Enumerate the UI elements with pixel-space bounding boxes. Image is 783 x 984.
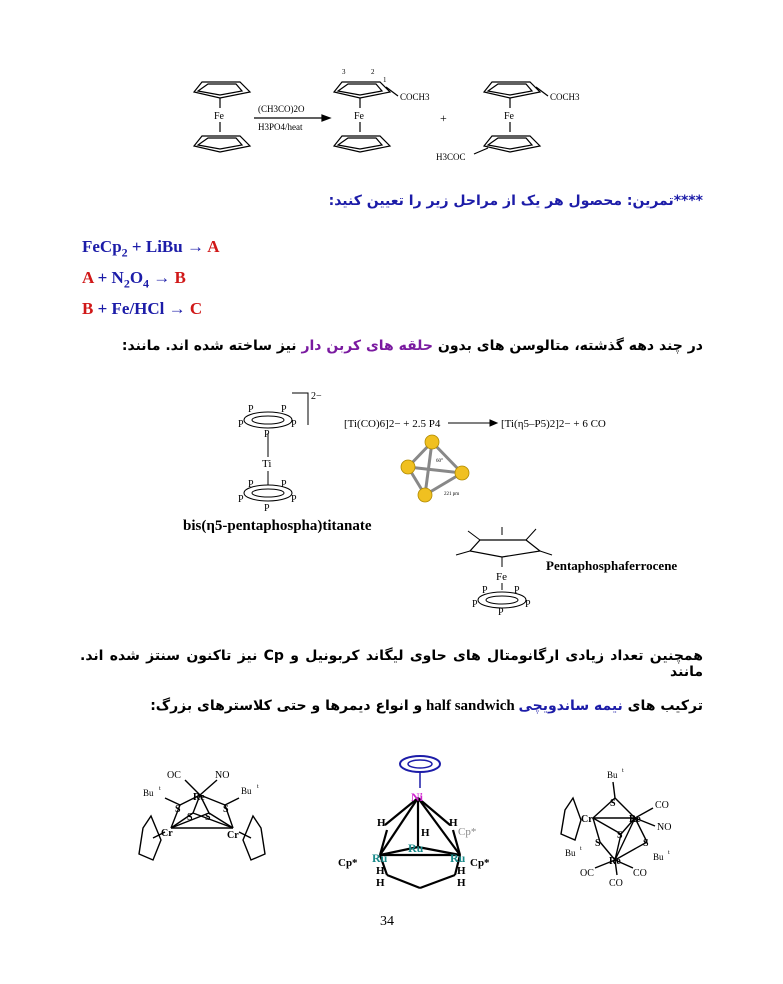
svg-text:P: P (472, 599, 478, 610)
fe-label-3: Fe (504, 111, 514, 122)
svg-text:P: P (264, 503, 270, 514)
svg-text:t: t (668, 850, 670, 856)
svg-text:P: P (482, 585, 488, 596)
reagent-bottom: H3PO4/heat (258, 122, 303, 132)
reagent-top: (CH3CO)2O (258, 104, 305, 114)
pentaphosphaferrocene-label: Pentaphosphaferrocene (546, 558, 678, 573)
svg-text:Ru: Ru (408, 841, 424, 855)
titanate-caption: bis(η5-pentaphospha)titanate (183, 518, 372, 534)
svg-text:H: H (457, 865, 466, 877)
svg-text:P: P (281, 479, 287, 490)
bond-length-label: 221 pm (444, 492, 460, 497)
svg-text:Re: Re (609, 856, 621, 867)
svg-text:H: H (376, 865, 385, 877)
pentaphospha-figure (180, 385, 710, 625)
cluster-structures (125, 750, 695, 890)
charge-label: 2− (311, 391, 322, 402)
svg-text:P: P (291, 494, 297, 505)
acetyl-group-2: COCH3 (550, 92, 580, 102)
svg-text:t: t (159, 786, 161, 792)
svg-text:Bu: Bu (653, 852, 664, 862)
svg-text:P: P (498, 607, 504, 618)
svg-text:CO: CO (655, 800, 669, 811)
svg-text:t: t (257, 784, 259, 790)
acetyl-group-1: COCH3 (400, 92, 430, 102)
svg-text:P: P (525, 599, 531, 610)
svg-text:S: S (205, 812, 211, 823)
svg-text:P: P (248, 479, 254, 490)
ti-label: Ti (262, 458, 272, 470)
svg-text:H: H (421, 827, 430, 839)
exercise-stars: **** (673, 193, 703, 209)
svg-text:P: P (281, 404, 287, 415)
svg-text:OC: OC (167, 770, 181, 781)
acetyl-group-3: H3COC (436, 152, 466, 162)
position-1: 1 (383, 76, 387, 84)
svg-text:P: P (248, 404, 254, 415)
svg-text:t: t (622, 768, 624, 774)
svg-text:Cp*: Cp* (470, 857, 490, 869)
fe-label-ferrocene: Fe (496, 571, 507, 583)
svg-text:H: H (457, 877, 466, 889)
svg-text:Bu: Bu (607, 770, 618, 780)
svg-text:S: S (223, 804, 229, 815)
svg-text:CO: CO (633, 868, 647, 879)
svg-text:H: H (376, 877, 385, 889)
equation-3: B + Fe/HCl → C (82, 299, 203, 318)
page-number: 34 (380, 914, 394, 929)
svg-text:Re: Re (193, 792, 205, 803)
fe-label-2: Fe (354, 111, 364, 122)
svg-text:Bu: Bu (241, 786, 252, 796)
svg-text:S: S (643, 838, 649, 849)
svg-text:H: H (377, 817, 386, 829)
svg-text:Ru: Ru (372, 851, 388, 865)
ferrocene-acetylation-scheme (190, 60, 590, 170)
svg-text:P: P (264, 429, 270, 440)
fe-label-1: Fe (214, 111, 224, 122)
svg-text:S: S (617, 830, 623, 841)
svg-text:P: P (291, 419, 297, 430)
plus-sign: + (440, 111, 447, 125)
svg-text:S: S (175, 804, 181, 815)
svg-text:Cr: Cr (227, 830, 239, 841)
svg-text:Bu: Bu (565, 848, 576, 858)
svg-text:OC: OC (580, 868, 594, 879)
equation-2: $A + N_2O_4 \to B$ (82, 268, 186, 291)
highlight-half-sandwich: نیمه ساندویچی (518, 698, 623, 714)
svg-text:CO: CO (609, 878, 623, 889)
svg-text:P: P (238, 494, 244, 505)
svg-text:S: S (610, 798, 616, 809)
svg-text:Cp*: Cp* (458, 826, 477, 838)
equation-1: FeCp$_2$ + LiBu → A (82, 237, 220, 260)
svg-text:t: t (580, 846, 582, 852)
paragraph-carbonyl: همچنین تعداد زیادی ارگانومتال های حاوی لیگاند کربونیل و Cp نیز تاکنون سنتز شده اند. مانند (80, 648, 703, 680)
svg-text:Ru: Ru (450, 851, 466, 865)
paragraph-half-sandwich: ترکیب های نیمه ساندویچی half sandwich و انواع دیمرها و حتی کلاسترهای بزرگ: (150, 698, 703, 714)
svg-text:Cp*: Cp* (338, 857, 358, 869)
angle-label: 60° (436, 459, 443, 464)
svg-text:Bu: Bu (143, 788, 154, 798)
reaction-left: [Ti(CO)6]2− + 2.5 P4 (344, 418, 441, 430)
exercise-text: تمرین: محصول هر یک از مراحل زیر را تعیین کنید: (328, 193, 674, 209)
svg-text:Re: Re (629, 814, 641, 825)
position-3: 3 (342, 68, 346, 76)
svg-text:S: S (187, 812, 193, 823)
svg-text:NO: NO (215, 770, 230, 781)
reaction-right: [Ti(η5–P5)2]2− + 6 CO (501, 418, 606, 430)
svg-text:P: P (238, 419, 244, 430)
svg-text:Cr: Cr (161, 828, 173, 839)
svg-text:Cr: Cr (581, 814, 593, 825)
highlight-carbon-rings: حلقه های کربن دار (301, 338, 433, 354)
svg-text:NO: NO (657, 822, 672, 833)
paragraph-metallocenes: در چند دهه گذشته، متالوسن های بدون حلقه های کربن دار نیز ساخته شده اند. مانند: (121, 338, 703, 354)
svg-text:P: P (514, 585, 520, 596)
svg-text:H: H (449, 817, 458, 829)
exercise-heading (80, 193, 703, 209)
svg-text:S: S (595, 838, 601, 849)
svg-text:Ni: Ni (411, 790, 423, 804)
position-2: 2 (371, 68, 375, 76)
